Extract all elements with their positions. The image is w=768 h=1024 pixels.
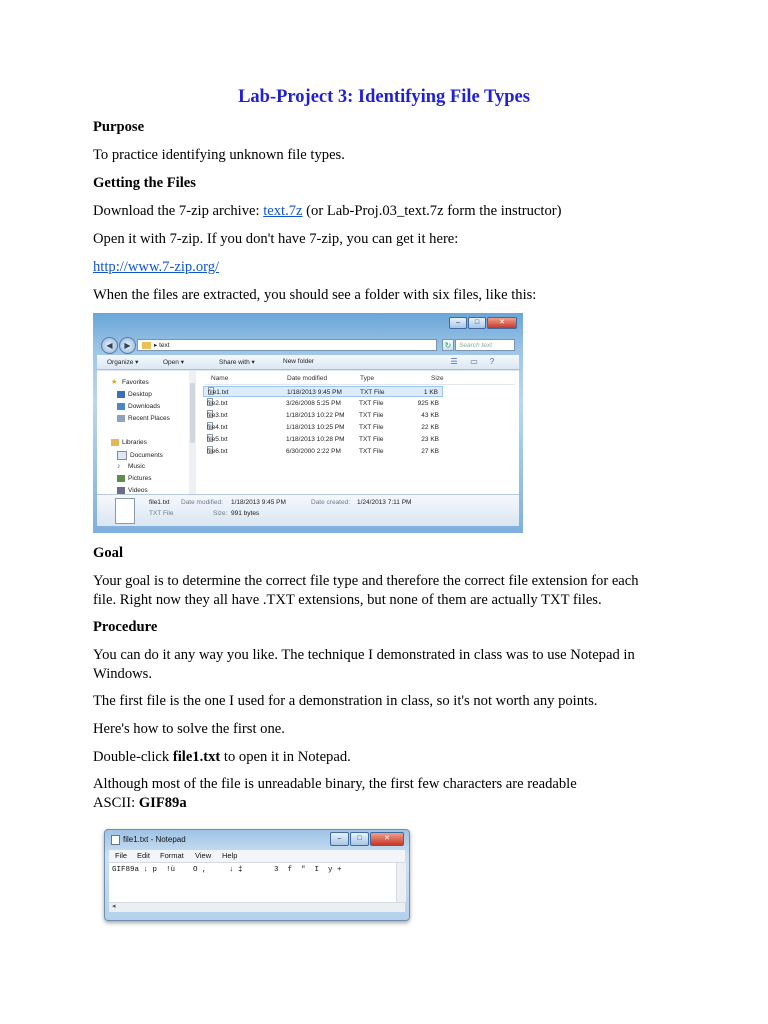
purpose-heading: Purpose xyxy=(93,119,145,135)
download-suffix: (or Lab-Proj.03_text.7z form the instructor) xyxy=(302,203,562,219)
refresh-icon[interactable]: ↻ xyxy=(442,339,454,351)
address-text: text xyxy=(159,342,170,349)
menu-file[interactable]: File xyxy=(115,851,128,860)
minimize-icon[interactable]: – xyxy=(449,317,467,329)
folder-icon xyxy=(142,342,151,349)
videos-icon xyxy=(117,487,125,494)
howto-text: Here's how to solve the first one. xyxy=(93,721,285,737)
downloads-icon xyxy=(117,403,125,410)
details-modified-label: Date modified: xyxy=(181,499,223,506)
details-modified: 1/18/2013 9:45 PM xyxy=(231,499,286,506)
page-title: Lab-Project 3: Identifying File Types xyxy=(238,87,530,107)
details-size: 991 bytes xyxy=(231,510,260,517)
maximize-icon[interactable]: □ xyxy=(468,317,486,329)
close-icon[interactable]: ✕ xyxy=(487,317,517,329)
view-options-icon[interactable]: ☰ xyxy=(450,357,458,366)
help-icon[interactable]: ? xyxy=(489,357,495,366)
file-row[interactable]: file2.txt 3/26/2008 5:25 PM TXT File 925 KB xyxy=(207,400,439,407)
7zip-link[interactable]: http://www.7-zip.org/ xyxy=(93,259,220,275)
explorer-content-pane xyxy=(97,370,519,494)
binary-line-1: Although most of the file is unreadable binary, the first few characters are readable xyxy=(93,776,577,792)
goal-heading: Goal xyxy=(93,545,123,561)
explorer-caption-buttons xyxy=(449,317,517,329)
details-size-label: Size: xyxy=(213,510,228,517)
details-type: TXT File xyxy=(149,510,174,517)
file-row[interactable]: file4.txt 1/18/2013 10:25 PM TXT File 22 KB xyxy=(207,424,439,431)
details-filename: file1.txt xyxy=(149,499,170,506)
menu-edit[interactable]: Edit xyxy=(137,851,150,860)
file-row[interactable]: file5.txt 1/18/2013 10:28 PM TXT File 23 KB xyxy=(207,436,439,443)
zip-url-line xyxy=(93,258,219,277)
goal-line-1: Your goal is to determine the correct file type and therefore the correct file extension for each xyxy=(93,573,639,589)
close-icon[interactable]: ✕ xyxy=(370,832,404,846)
nav-recent-places[interactable]: Recent Places xyxy=(117,415,170,422)
binary-prefix: ASCII: xyxy=(93,795,139,811)
download-prefix: Download the 7-zip archive: xyxy=(93,203,264,219)
explorer-toolbar xyxy=(97,355,519,370)
column-header-name[interactable]: Name xyxy=(211,375,229,382)
search-box[interactable]: Search text xyxy=(455,339,515,351)
notepad-menubar xyxy=(109,850,405,863)
procedure-line-2: Windows. xyxy=(93,666,153,682)
nav-downloads[interactable]: Downloads xyxy=(117,403,160,410)
nav-desktop[interactable]: Desktop xyxy=(117,391,152,398)
procedure-line-1: You can do it any way you like. The technique I demonstrated in class was to use Notepad in xyxy=(93,647,635,663)
nav-videos[interactable]: Videos xyxy=(117,487,148,494)
procedure-heading: Procedure xyxy=(93,619,158,635)
share-with-button[interactable]: Share with ▾ xyxy=(219,359,255,366)
minimize-icon[interactable]: – xyxy=(330,832,349,846)
header-divider xyxy=(205,384,515,385)
nav-pictures[interactable]: Pictures xyxy=(117,475,151,482)
nav-music[interactable]: ♪ Music xyxy=(117,463,145,471)
details-created: 1/24/2013 7:11 PM xyxy=(357,499,412,506)
notepad-caption-buttons xyxy=(330,832,404,846)
goal-line-2: file. Right now they all have .TXT extensions, but none of them are actually TXT files. xyxy=(93,592,602,608)
dbl-prefix: Double-click xyxy=(93,749,173,765)
new-folder-button[interactable]: New folder xyxy=(283,358,315,365)
nav-favorites[interactable]: ★ Favorites xyxy=(111,379,149,387)
notepad-vertical-scrollbar[interactable] xyxy=(396,863,406,902)
scroll-left-icon[interactable]: ◂ xyxy=(112,903,116,910)
getting-files-heading: Getting the Files xyxy=(93,175,196,191)
star-icon: ★ xyxy=(111,379,118,386)
menu-view[interactable]: View xyxy=(195,851,212,860)
desktop-icon xyxy=(117,391,125,398)
notepad-title: file1.txt - Notepad xyxy=(123,835,186,844)
menu-format[interactable]: Format xyxy=(160,851,184,860)
back-arrow-icon[interactable]: ◀ xyxy=(101,337,118,354)
navigation-scrollbar[interactable] xyxy=(189,371,196,494)
nav-buttons xyxy=(101,337,136,354)
menu-help[interactable]: Help xyxy=(222,851,238,860)
libraries-icon xyxy=(111,439,119,446)
demo-text: The first file is the one I used for a demonstration in class, so it's not worth any points. xyxy=(93,693,598,709)
explorer-window-screenshot xyxy=(93,313,523,533)
address-bar[interactable]: ▸ text xyxy=(137,339,437,351)
details-created-label: Date created: xyxy=(311,499,351,506)
notepad-horizontal-scrollbar[interactable] xyxy=(109,902,405,912)
double-click-line xyxy=(93,748,351,767)
details-pane xyxy=(97,494,519,526)
recent-places-icon xyxy=(117,415,125,422)
download-line xyxy=(93,202,561,221)
column-header-size[interactable]: Size xyxy=(431,375,444,382)
nav-documents[interactable]: Documents xyxy=(117,451,163,460)
documents-icon xyxy=(117,451,127,460)
large-file-icon xyxy=(115,498,135,524)
nav-libraries[interactable]: Libraries xyxy=(111,439,147,446)
notepad-text-area[interactable]: GIF89a ↓ p !ù O , ↓ ‡ 3 f " I y + xyxy=(109,863,396,902)
scrollbar-thumb[interactable] xyxy=(190,383,195,443)
open-text: Open it with 7-zip. If you don't have 7-zip, you can get it here: xyxy=(93,231,459,247)
file-row[interactable]: file3.txt 1/18/2013 10:22 PM TXT File 43 KB xyxy=(207,412,439,419)
pictures-icon xyxy=(117,475,125,482)
file-row[interactable]: file1.txt 1/18/2013 9:45 PM TXT File 1 KB xyxy=(203,386,443,397)
forward-arrow-icon[interactable]: ▶ xyxy=(119,337,136,354)
navigation-pane xyxy=(97,371,190,494)
maximize-icon[interactable]: □ xyxy=(350,832,369,846)
open-button[interactable]: Open ▾ xyxy=(163,359,184,366)
dbl-suffix: to open it in Notepad. xyxy=(220,749,351,765)
notepad-icon xyxy=(111,835,120,845)
notepad-window-screenshot xyxy=(104,829,410,921)
binary-code: GIF89a xyxy=(138,795,187,811)
organize-button[interactable]: Organize ▾ xyxy=(107,359,139,366)
dbl-file: file1.txt xyxy=(172,749,221,765)
purpose-text: To practice identifying unknown file types. xyxy=(93,147,345,163)
column-header-type[interactable]: Type xyxy=(360,375,375,382)
text7z-link[interactable]: text.7z xyxy=(263,203,303,219)
music-icon: ♪ xyxy=(117,463,121,470)
file-row[interactable]: file6.txt 6/30/2000 2:22 PM TXT File 27 KB xyxy=(207,448,439,455)
extracted-text: When the files are extracted, you should see a folder with six files, like this: xyxy=(93,287,537,303)
preview-pane-icon[interactable]: ▭ xyxy=(470,357,478,366)
binary-line-2 xyxy=(93,794,187,813)
column-header-date[interactable]: Date modified xyxy=(287,375,328,382)
